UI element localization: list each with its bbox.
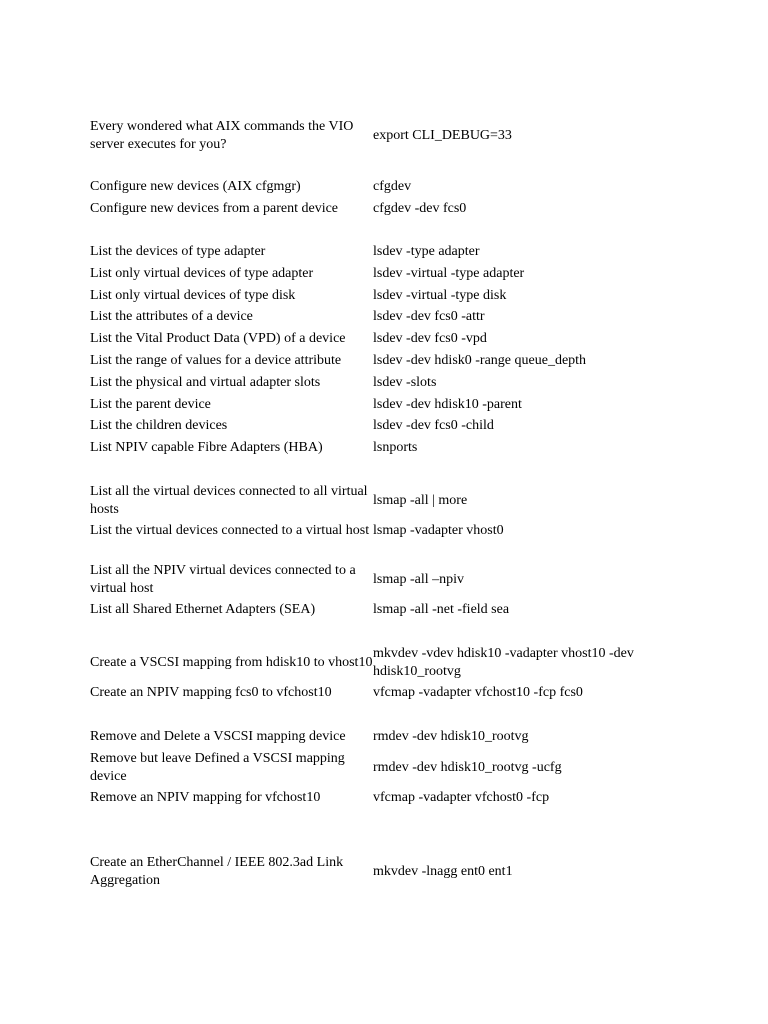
row-command: lsdev -virtual -type disk: [373, 288, 507, 303]
table-row: [90, 750, 690, 785]
table-row: [90, 308, 690, 326]
row-command: lsdev -type adapter: [373, 244, 480, 259]
row-command: lsdev -virtual -type adapter: [373, 266, 525, 281]
row-command: vfcmap -vadapter vfchost0 -fcp: [373, 790, 550, 805]
table-row: [90, 178, 690, 196]
table-row: [90, 118, 690, 153]
row-description: List only virtual devices of type adapter: [90, 266, 314, 281]
row-command: lsdev -dev fcs0 -child: [373, 418, 494, 433]
row-description: Create a VSCSI mapping from hdisk10 to vhost10: [90, 654, 373, 670]
row-description: List all the NPIV virtual devices connected to a virtual host: [90, 563, 356, 596]
row-command: lsmap -vadapter vhost0: [373, 523, 504, 538]
table-row: [90, 439, 690, 457]
row-command: rmdev -dev hdisk10_rootvg: [373, 729, 529, 744]
table-row: [90, 200, 690, 218]
row-command: lsdev -dev fcs0 -attr: [373, 309, 485, 324]
table-row: [90, 287, 690, 305]
row-command: lsdev -slots: [373, 375, 437, 390]
row-command: lsdev -dev hdisk10 -parent: [373, 397, 522, 412]
row-description: List the attributes of a device: [90, 309, 253, 324]
row-command: lsdev -dev hdisk0 -range queue_depth: [373, 353, 587, 368]
row-description: List all the virtual devices connected to all virtual hosts: [90, 484, 368, 517]
row-description: List the children devices: [90, 418, 228, 433]
row-command: export CLI_DEBUG=33: [373, 127, 512, 143]
table-row: [90, 352, 690, 370]
table-row: [90, 396, 690, 414]
row-command: lsmap -all | more: [373, 492, 468, 508]
table-row: [90, 243, 690, 261]
table-row: [90, 684, 690, 702]
row-description: Remove an NPIV mapping for vfchost10: [90, 790, 321, 805]
table-row: [90, 854, 690, 889]
row-description: Remove but leave Defined a VSCSI mapping device: [90, 751, 345, 784]
row-description: List the virtual devices connected to a virtual host: [90, 523, 370, 538]
row-command: lsmap -all -net -field sea: [373, 602, 510, 617]
row-description: List the range of values for a device attribute: [90, 353, 342, 368]
table-row: [90, 522, 690, 540]
row-description: Remove and Delete a VSCSI mapping device: [90, 729, 346, 744]
row-command: lsnports: [373, 440, 418, 455]
row-description: Create an NPIV mapping fcs0 to vfchost10: [90, 685, 332, 700]
table-row: [90, 728, 690, 746]
row-command: mkvdev -vdev hdisk10 -vadapter vhost10 -dev hdisk10_rootvg: [373, 646, 634, 679]
row-description: List NPIV capable Fibre Adapters (HBA): [90, 440, 323, 455]
row-description: List the physical and virtual adapter slots: [90, 375, 321, 390]
row-description: List the parent device: [90, 397, 211, 412]
row-description: List all Shared Ethernet Adapters (SEA): [90, 602, 316, 617]
table-row: [90, 645, 690, 680]
row-command: mkvdev -lnagg ent0 ent1: [373, 863, 513, 879]
table-row: [90, 789, 690, 807]
row-command: vfcmap -vadapter vfchost10 -fcp fcs0: [373, 685, 583, 700]
row-description: Configure new devices from a parent device: [90, 201, 339, 216]
row-command: lsdev -dev fcs0 -vpd: [373, 331, 487, 346]
table-row: [90, 265, 690, 283]
table-row: [90, 483, 690, 518]
table-row: [90, 330, 690, 348]
row-command: rmdev -dev hdisk10_rootvg -ucfg: [373, 759, 562, 775]
row-command: cfgdev: [373, 179, 412, 194]
row-description: List the devices of type adapter: [90, 244, 266, 259]
row-description: List only virtual devices of type disk: [90, 288, 296, 303]
table-row: [90, 601, 690, 619]
table-row: [90, 562, 690, 597]
row-command: lsmap -all –npiv: [373, 571, 464, 587]
row-description: List the Vital Product Data (VPD) of a device: [90, 331, 346, 346]
row-description: Create an EtherChannel / IEEE 802.3ad Link Aggregation: [90, 855, 344, 888]
table-row: [90, 417, 690, 435]
row-command: cfgdev -dev fcs0: [373, 201, 467, 216]
row-description: Configure new devices (AIX cfgmgr): [90, 179, 301, 194]
table-row: [90, 374, 690, 392]
row-description: Every wondered what AIX commands the VIO server executes for you?: [90, 119, 354, 152]
